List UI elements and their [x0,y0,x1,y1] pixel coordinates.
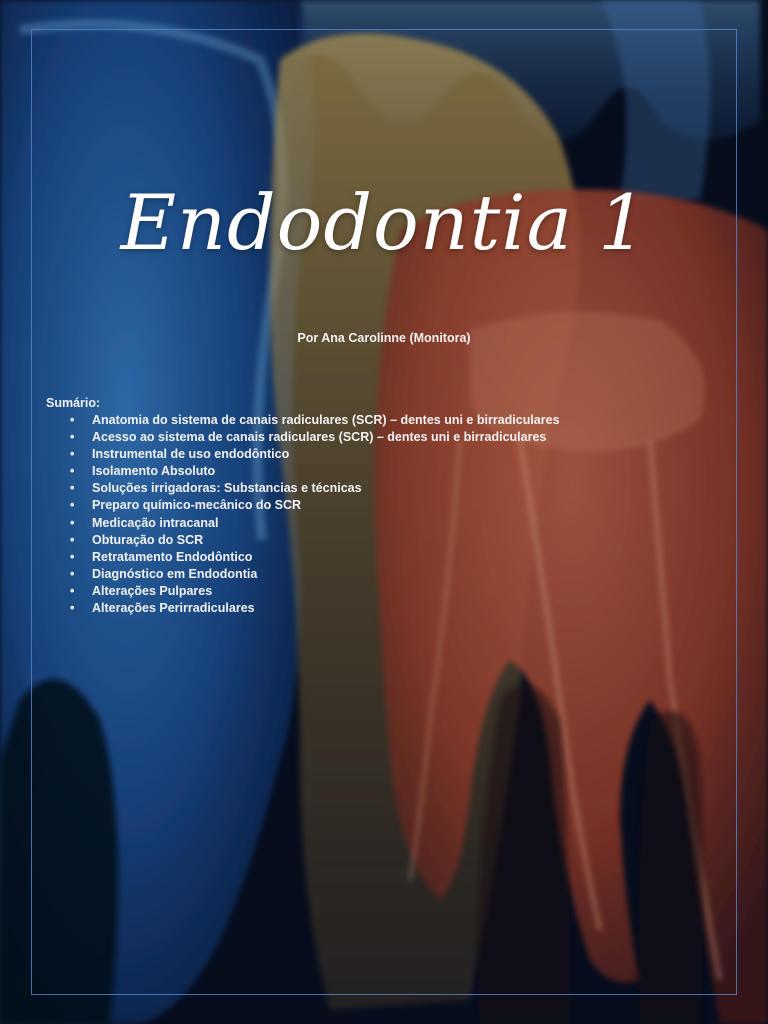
summary-item [46,497,560,514]
summary-item-text: Acesso ao sistema de canais radiculares (SCR) – dentes uni e birradiculares [92,430,547,445]
summary-item [46,412,560,429]
summary-item-text: Retratamento Endodôntico [92,549,253,564]
summary-item-text: Diagnóstico em Endodontia [92,566,258,581]
summary-item-text: Alterações Perirradiculares [92,601,255,616]
summary-item-text: Obturação do SCR [92,532,204,547]
bullet-icon: • [70,481,75,496]
summary-item [46,583,560,600]
summary-list [46,412,560,617]
bullet-icon: • [70,583,75,598]
summary-item [46,463,560,480]
bullet-icon: • [70,413,75,427]
document-title: Endodontia 1 [120,178,648,267]
summary-item-text: Alterações Pulpares [92,583,213,598]
bullet-icon: • [70,515,75,530]
bullet-icon: • [70,566,75,581]
summary-item [46,515,560,532]
summary-item [46,446,560,463]
summary-heading: Sumário: [46,396,101,410]
bullet-icon: • [70,464,75,479]
bullet-icon: • [70,430,75,445]
author-line: Por Ana Carolinne (Monitora) [297,331,471,345]
summary-item-text: Soluções irrigadoras: Substancias e técnicas [92,481,362,496]
summary-item-text: Instrumental de uso endodôntico [92,447,290,462]
bullet-icon: • [70,498,75,513]
bullet-icon: • [70,532,75,547]
summary-item-text: Preparo químico-mecânico do SCR [92,498,302,513]
summary-item [46,480,560,497]
summary-item [46,566,560,583]
summary-item [46,600,560,617]
summary-item-text: Anatomia do sistema de canais radiculares (SCR) – dentes uni e birradiculares [92,413,560,427]
bullet-icon: • [70,447,75,462]
summary-item [46,429,560,446]
summary-item [46,549,560,566]
summary-item-text: Medicação intracanal [92,515,219,530]
summary-item [46,532,560,549]
summary-section [46,395,560,617]
summary-item-text: Isolamento Absoluto [92,464,216,479]
bullet-icon: • [70,549,75,564]
bullet-icon: • [70,601,75,616]
